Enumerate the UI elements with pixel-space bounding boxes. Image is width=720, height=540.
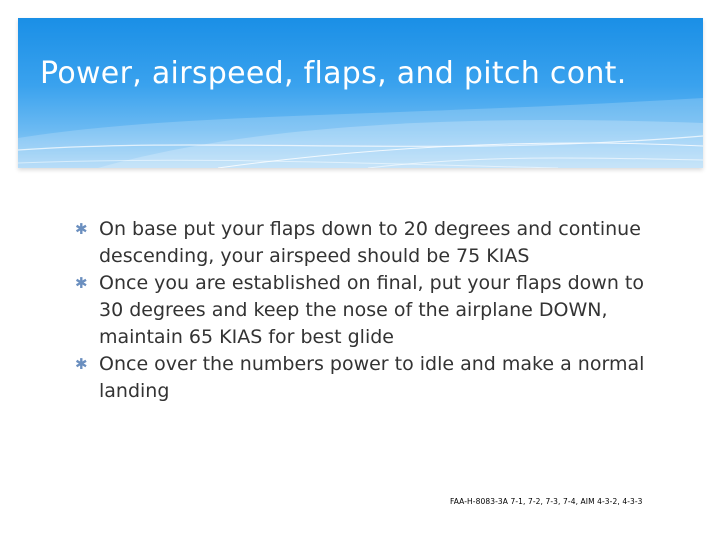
bullet-text: On base put your flaps down to 20 degrees and continue descending, your airspeed should be 75 KIAS bbox=[99, 218, 641, 267]
bullet-text: Once over the numbers power to idle and make a normal landing bbox=[99, 353, 645, 402]
bullet-list bbox=[75, 216, 665, 405]
reference-citation: FAA-H-8083-3A 7-1, 7-2, 7-3, 7-4, AIM 4-3-2, 4-3-3 bbox=[450, 497, 643, 506]
asterisk-bullet-icon: ✱ bbox=[75, 355, 88, 373]
bullet-item bbox=[75, 351, 665, 405]
banner-swoosh-decoration bbox=[18, 18, 703, 168]
bullet-item bbox=[75, 270, 665, 351]
asterisk-bullet-icon: ✱ bbox=[75, 220, 88, 238]
bullet-item bbox=[75, 216, 665, 270]
bullet-text: Once you are established on final, put your flaps down to 30 degrees and keep the nose of the airplane DOWN, maintain 65 KIAS for best glide bbox=[99, 272, 644, 348]
asterisk-bullet-icon: ✱ bbox=[75, 274, 88, 292]
slide-title: Power, airspeed, flaps, and pitch cont. bbox=[40, 56, 627, 91]
title-banner bbox=[18, 18, 703, 168]
